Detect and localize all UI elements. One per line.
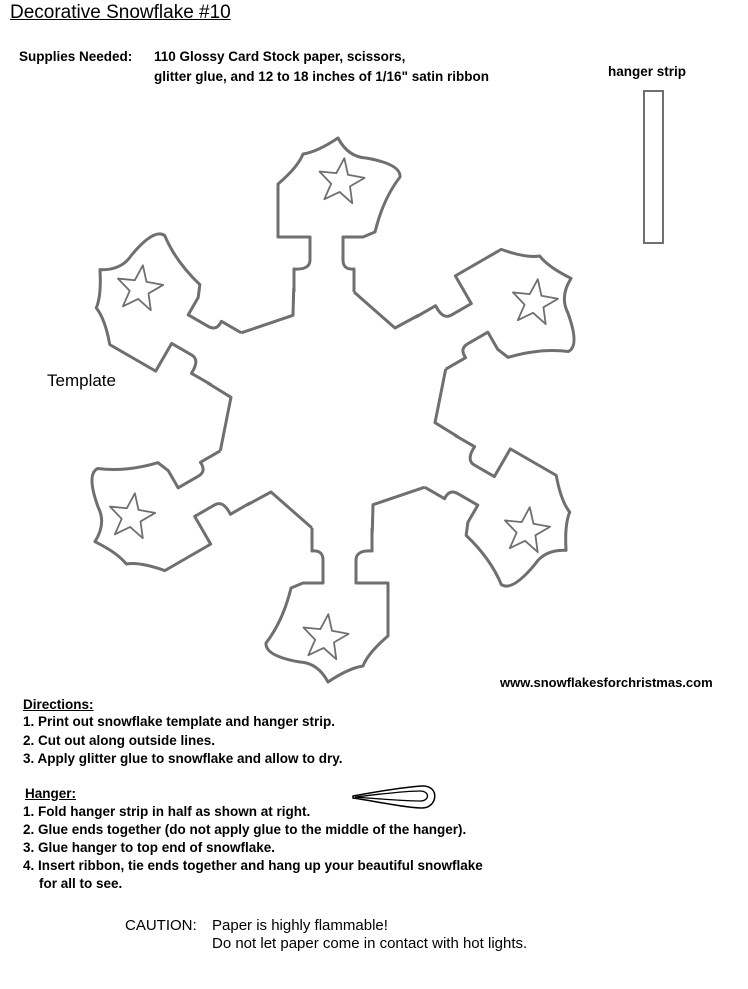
- hanger-step-4-continued: for all to see.: [39, 876, 123, 891]
- snowflake-arm: [247, 492, 388, 682]
- snowflake-arm: [278, 138, 419, 328]
- caution-line-2: Do not let paper come in contact with hot lights.: [212, 935, 528, 952]
- supplies-label: Supplies Needed:: [19, 49, 133, 64]
- star-icon: [509, 276, 560, 325]
- snowflake-arm: [361, 403, 596, 620]
- star-icon: [501, 504, 552, 553]
- hanger-strip-label: hanger strip: [608, 64, 687, 79]
- star-icon: [106, 490, 157, 539]
- supplies-line-1: 110 Glossy Card Stock paper, scissors,: [154, 49, 406, 64]
- supplies-line-2: glitter glue, and 12 to 18 inches of 1/16" satin ribbon: [154, 69, 489, 84]
- hanger-heading: Hanger:: [25, 786, 77, 801]
- directions-heading: Directions:: [23, 697, 94, 712]
- hanger-step-3: 3. Glue hanger to top end of snowflake.: [23, 840, 276, 855]
- directions-step-1: 1. Print out snowflake template and hanger strip.: [23, 714, 336, 729]
- template-label: Template: [47, 371, 116, 390]
- hanger-step-2: 2. Glue ends together (do not apply glue to the middle of the hanger).: [23, 822, 467, 837]
- star-icon: [316, 155, 367, 204]
- hanger-step-4: 4. Insert ribbon, tie ends together and hang up your beautiful snowflake: [23, 858, 483, 873]
- snowflake-arm: [377, 226, 612, 443]
- directions-step-2: 2. Cut out along outside lines.: [23, 733, 216, 748]
- caution-line-1: Paper is highly flammable!: [212, 917, 388, 934]
- star-icon: [300, 611, 351, 660]
- directions-step-3: 3. Apply glitter glue to snowflake and allow to dry.: [23, 751, 343, 766]
- star-icon: [114, 262, 165, 311]
- website-url: www.snowflakesforchristmas.com: [500, 675, 713, 690]
- caution-label: CAUTION:: [125, 917, 197, 934]
- hanger-step-1: 1. Fold hanger strip in half as shown at right.: [23, 804, 311, 819]
- snowflake-arm: [54, 377, 289, 594]
- page-title: Decorative Snowflake #10: [10, 2, 231, 23]
- hanger-loop-icon: [350, 784, 460, 814]
